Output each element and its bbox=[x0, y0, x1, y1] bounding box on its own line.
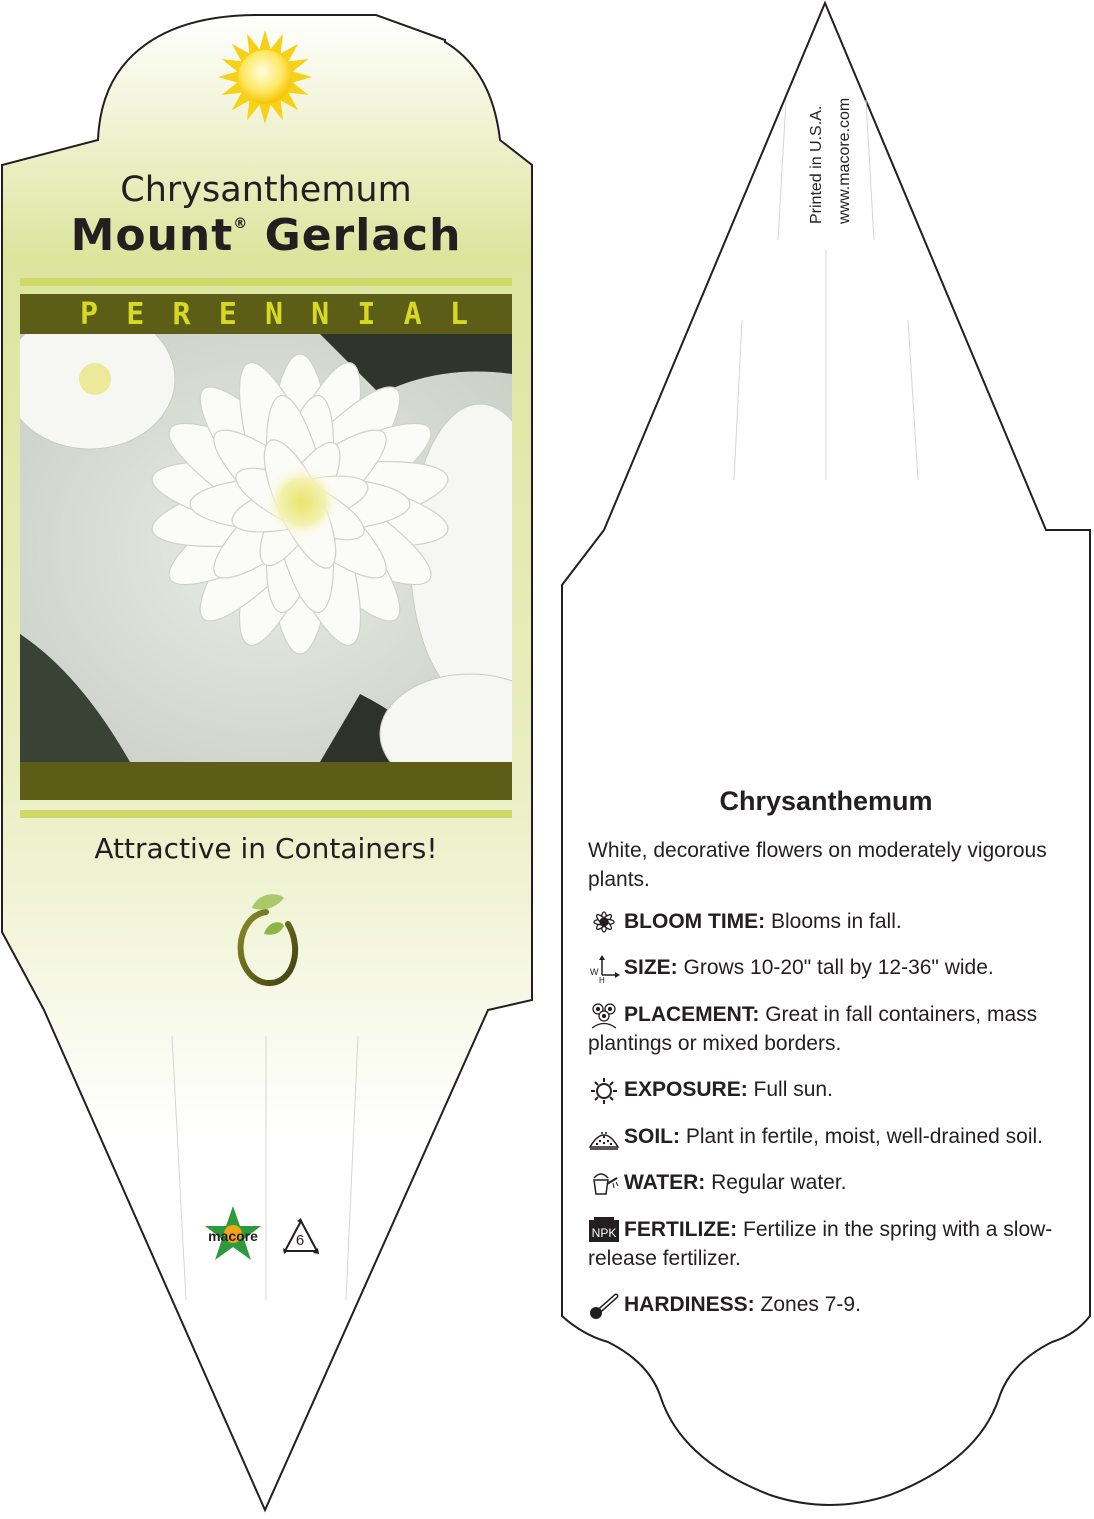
website: www.macore.com bbox=[836, 97, 853, 224]
attribute-label: FERTILIZE: bbox=[624, 1217, 738, 1241]
attribute-water bbox=[588, 1168, 1068, 1197]
back-title: Chrysanthemum bbox=[719, 786, 933, 816]
attribute-hardiness bbox=[588, 1290, 1068, 1319]
attribute-label: PLACEMENT: bbox=[624, 1002, 760, 1026]
front-cultivar bbox=[20, 210, 512, 261]
soil-icon bbox=[588, 1123, 620, 1151]
attribute-value: Regular water. bbox=[711, 1171, 847, 1195]
front-genus: Chrysanthemum bbox=[120, 170, 412, 210]
attribute-value: Zones 7-9. bbox=[760, 1293, 861, 1317]
perennial-letter: L bbox=[449, 296, 468, 332]
water-icon bbox=[588, 1170, 620, 1198]
sun-icon bbox=[216, 28, 314, 126]
flower-photo bbox=[20, 334, 512, 762]
svg-text:W: W bbox=[590, 966, 599, 977]
plant-description: White, decorative flowers on moderately vigorous plants. bbox=[588, 839, 1047, 891]
bottom-band bbox=[20, 762, 512, 800]
registered-mark: ® bbox=[233, 216, 249, 232]
size-icon bbox=[588, 955, 620, 983]
attribute-soil bbox=[588, 1122, 1068, 1151]
perennial-letter: P bbox=[80, 296, 99, 332]
attribute-label: SIZE: bbox=[624, 956, 678, 980]
attribute-value: Fertilize in the spring with a slow-release fertilizer. bbox=[588, 1217, 1053, 1271]
attribute-value: Full sun. bbox=[753, 1078, 833, 1102]
back-body bbox=[588, 836, 1068, 1337]
attribute-value: Blooms in fall. bbox=[771, 910, 902, 933]
perennial-letter: I bbox=[357, 296, 376, 332]
attribute-size bbox=[588, 953, 1068, 982]
attribute-value: Plant in fertile, moist, well-drained soil. bbox=[685, 1124, 1043, 1148]
perennial-letter: N bbox=[311, 296, 330, 332]
front-tagline: Attractive in Containers! bbox=[94, 832, 438, 865]
perennial-letter: N bbox=[264, 296, 283, 332]
perennial-letter: R bbox=[172, 296, 191, 332]
cultivar-suffix: Gerlach bbox=[264, 210, 462, 261]
printed-in: Printed in U.S.A. bbox=[808, 105, 825, 224]
exposure-icon bbox=[588, 1077, 620, 1105]
placement-icon bbox=[588, 1001, 620, 1029]
attribute-fertilize bbox=[588, 1215, 1068, 1273]
perennial-letter: E bbox=[218, 296, 237, 332]
recycle-code: 6 bbox=[295, 1232, 305, 1249]
perennial-letter: A bbox=[403, 296, 422, 332]
svg-text:NPK: NPK bbox=[591, 1226, 617, 1241]
lime-rule-top bbox=[20, 278, 512, 286]
attribute-exposure bbox=[588, 1075, 1068, 1104]
attribute-value: Grows 10-20" tall by 12-36" wide. bbox=[683, 956, 994, 980]
lime-rule-bottom bbox=[20, 810, 512, 818]
seed-logo-icon bbox=[228, 890, 308, 990]
attribute-label: SOIL: bbox=[624, 1124, 680, 1148]
attribute-label: BLOOM TIME: bbox=[624, 910, 766, 933]
bloom-icon bbox=[588, 908, 620, 936]
attribute-label: HARDINESS: bbox=[624, 1293, 755, 1317]
attribute-bloom-time bbox=[588, 907, 1068, 936]
perennial-band bbox=[20, 294, 512, 334]
attribute-value: Great in fall containers, mass plantings or mixed borders. bbox=[588, 1002, 1038, 1056]
perennial-letter: E bbox=[126, 296, 145, 332]
svg-text:H: H bbox=[599, 975, 605, 983]
cultivar-name: Mount bbox=[70, 210, 234, 261]
attribute-label: WATER: bbox=[624, 1171, 706, 1195]
fertilize-icon bbox=[588, 1216, 620, 1244]
macore-brand: macore bbox=[208, 1228, 258, 1244]
attribute-label: EXPOSURE: bbox=[624, 1078, 748, 1102]
hardiness-icon bbox=[588, 1292, 620, 1320]
attribute-placement bbox=[588, 1000, 1068, 1058]
